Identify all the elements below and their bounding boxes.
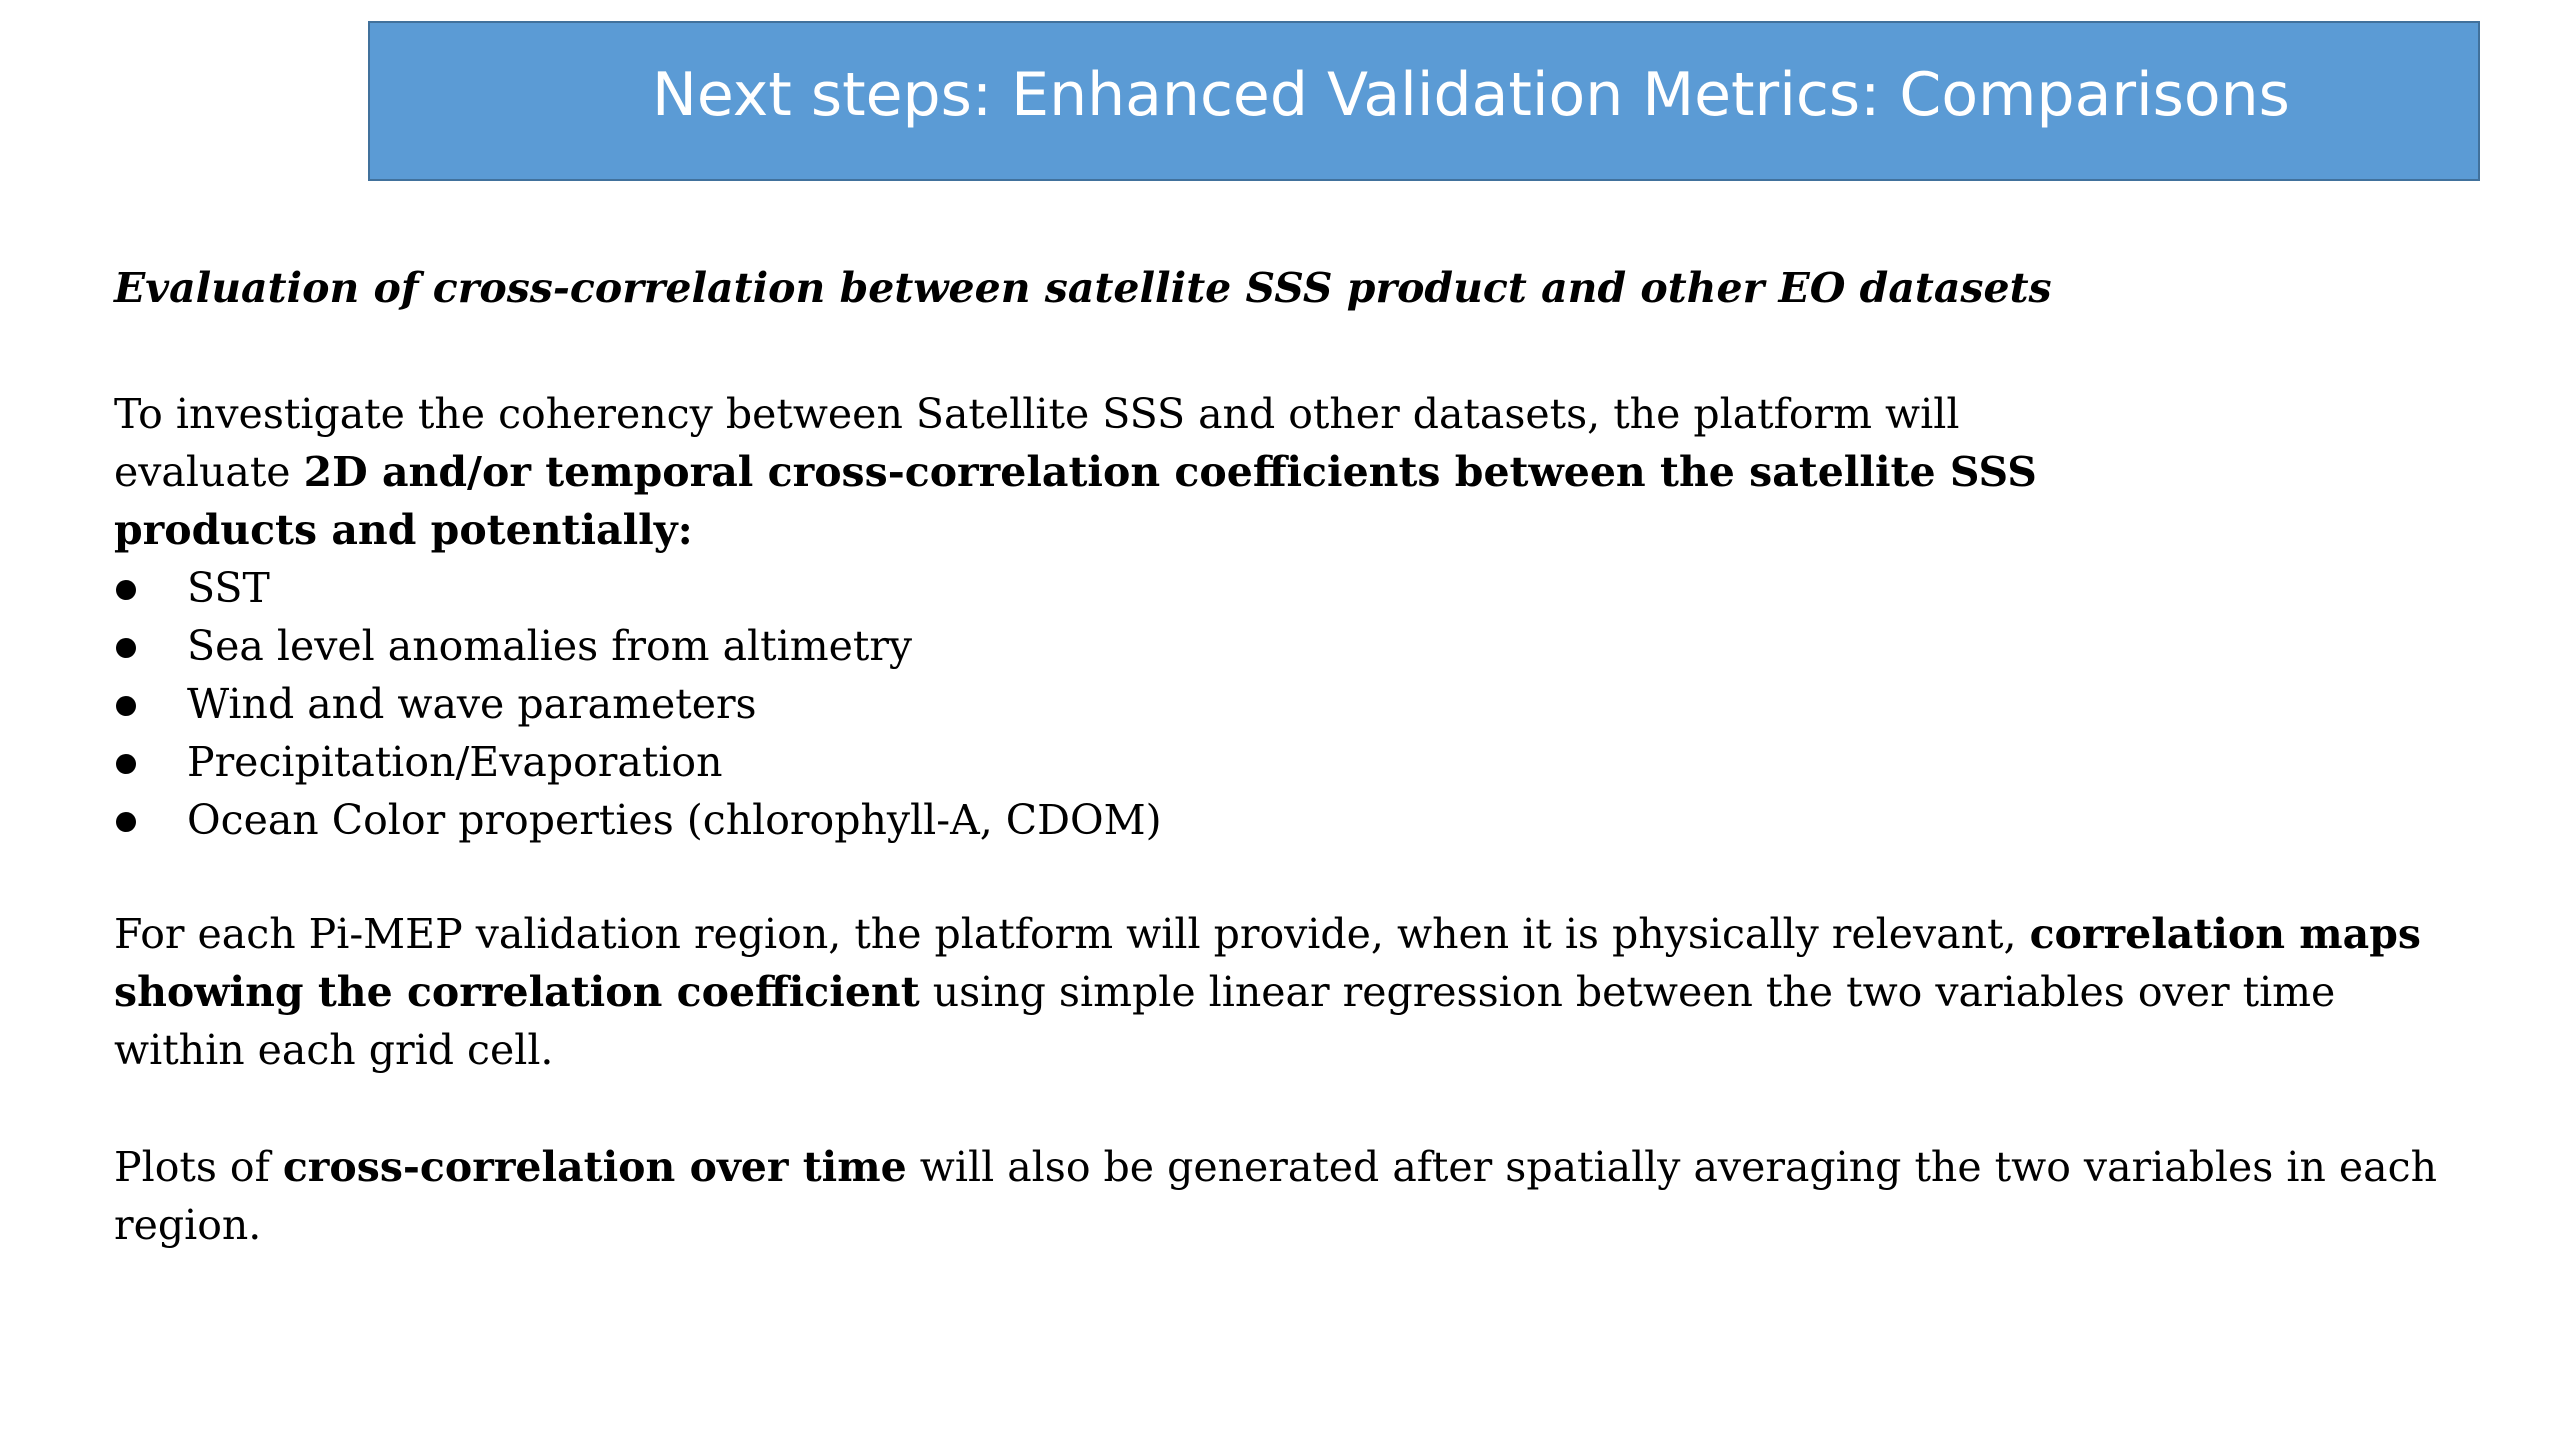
list-item-label: Wind and wave parameters — [187, 680, 757, 728]
paragraph-bold-text: cross-correlation over time — [282, 1143, 907, 1191]
paragraph-text: using simple linear regression between the two variables over time within each grid cell. — [114, 968, 2336, 1074]
list-item — [114, 675, 1162, 733]
intro-paragraph — [114, 385, 2064, 559]
list-item-label: Ocean Color properties (chlorophyll-A, CDOM) — [187, 796, 1162, 844]
list-item-label: Sea level anomalies from altimetry — [187, 622, 913, 670]
intro-bold-text: 2D and/or temporal cross-correlation coefficients between the satellite SSS products and potentially: — [114, 448, 2037, 554]
bullet-icon — [116, 812, 136, 832]
bullet-icon — [116, 754, 136, 774]
list-item — [114, 791, 1162, 849]
list-item-label: SST — [187, 564, 270, 612]
bullet-icon — [116, 696, 136, 716]
list-item-label: Precipitation/Evaporation — [187, 738, 723, 786]
bullet-icon — [116, 580, 136, 600]
bullet-icon — [116, 638, 136, 658]
paragraph-bold-text: correlation maps showing the correlation coefficient — [114, 910, 2421, 1016]
paragraph-text: will also be generated after spatially averaging the two variables in each region. — [114, 1143, 2437, 1249]
slide-title: Next steps: Enhanced Validation Metrics: Comparisons — [652, 60, 2290, 130]
list-item — [114, 733, 1162, 791]
intro-text: To investigate the coherency between Satellite SSS and other datasets, the platform will evaluate — [114, 390, 1960, 496]
list-item — [114, 617, 1162, 675]
section-subtitle: Evaluation of cross-correlation between satellite SSS product and other EO datasets — [114, 264, 2052, 312]
list-item — [114, 559, 1162, 617]
title-bar — [368, 21, 2480, 181]
dataset-bullet-list — [114, 559, 1162, 849]
paragraph-text: For each Pi-MEP validation region, the platform will provide, when it is physically relevant, — [114, 910, 2030, 958]
paragraph-text: Plots of — [114, 1143, 283, 1191]
correlation-maps-paragraph — [114, 905, 2444, 1079]
cross-correlation-paragraph — [114, 1138, 2444, 1254]
